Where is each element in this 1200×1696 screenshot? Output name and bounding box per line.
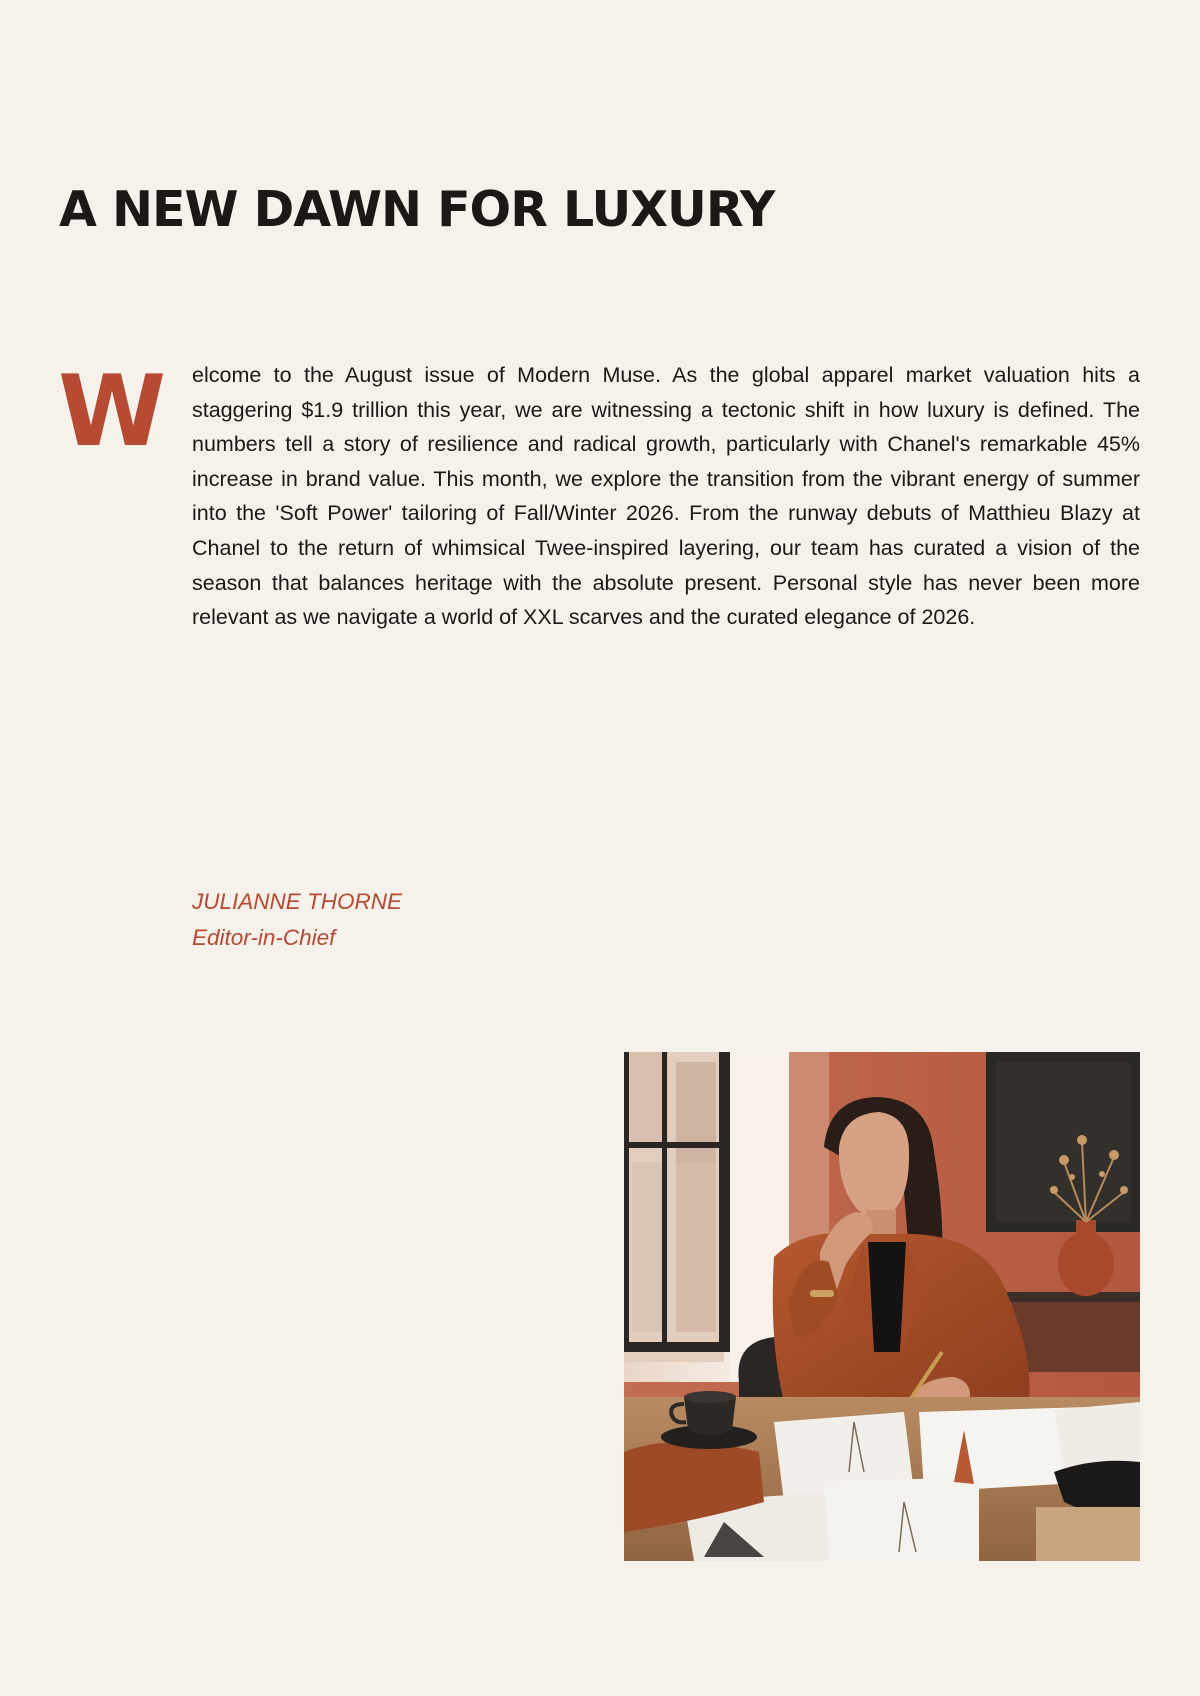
article-title: A NEW DAWN FOR LUXURY [59,181,775,238]
editor-photo [624,1052,1140,1561]
drop-cap: W [58,355,163,469]
editor-signature [192,884,402,956]
editor-role: Editor-in-Chief [192,925,336,950]
intro-paragraph: elcome to the August issue of Modern Muse. As the global apparel market valuation hits a staggering $1.9 trillion this year, we are witnessing a tectonic shift in how luxury is defined. The numbers tell a story of resilience and radical growth, particularly with Chanel's remarkable 45% increase in brand value. This month, we explore the transition from the vibrant energy of summer into the 'Soft Power' tailoring of Fall/Winter 2026. From the runway debuts of Matthieu Blazy at Chanel to the return of whimsical Twee-inspired layering, our team has curated a vision of the season that balances heritage with the absolute present. Personal style has never been more relevant as we navigate a world of XXL scarves and the curated elegance of 2026. [192,363,1140,630]
editor-name: JULIANNE THORNE [192,889,403,914]
editor-photo-illustration [624,1052,1140,1561]
